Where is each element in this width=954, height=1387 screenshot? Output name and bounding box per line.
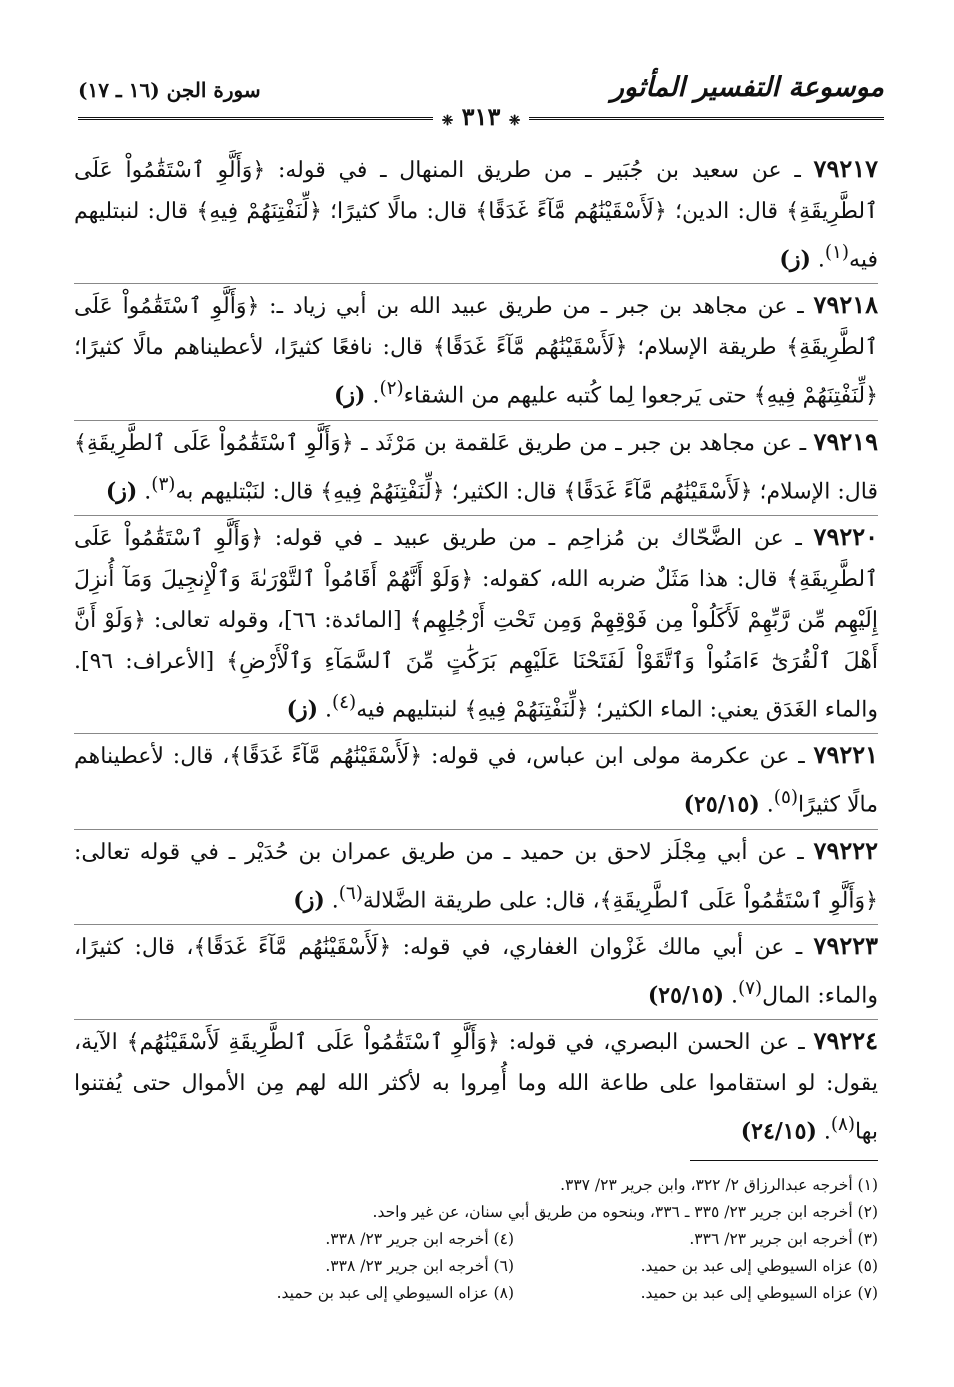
entry-number: ٧٩٢٢٠: [813, 521, 878, 551]
footnote-4: (٤) أخرجه ابن جرير ٢٣/ ٣٣٨.: [325, 1230, 514, 1248]
footnote-ref: (٤): [332, 691, 357, 713]
source-tag: (ز): [105, 477, 138, 504]
entry-number: ٧٩٢٢١: [813, 740, 878, 770]
entry-text: ـ عن أبي مالك غَزْوان الغفاري، في قوله: ﴿لَأَسْقَيْنَٰهُم مَّآءً غَدَقًا﴾، قال: كثيرًا، والماء: المال: [74, 934, 878, 1009]
book-title: موسوعة التفسير المأثور: [610, 72, 884, 103]
footnote-8: (٨) عزاه السيوطي إلى عبد بن حميد.: [276, 1284, 514, 1302]
header-rule-left: [78, 117, 433, 120]
footnote-separator: [690, 1160, 878, 1161]
entry-79218: ٧٩٢١٨ ـ عن مجاهد بن جبر ـ من طريق عبيد الله بن أبي زياد ـ: ﴿وَأَلَّوِ ٱسْتَقَٰمُواْ عَلَى ٱلطَّرِيقَةِ﴾ طريقة الإسلام؛ ﴿لَأَسْقَيْنَٰهُم مَّآءً غَدَقًا﴾ قال: نافعًا كثيرًا، لأعطيناهم مالًا كثيرًا؛ ﴿لِّنَفْتِنَهُمْ فِيهِ﴾ حتى يَرجعوا لِما كُتبه عليهم من الشقاء$^{(٢)}$. (ز): [74, 284, 878, 420]
footnote-ref: (٢): [379, 378, 404, 400]
page-number: [438, 102, 524, 131]
footnote-3: (٣) أخرجه ابن جرير ٢٣/ ٣٣٦.: [689, 1230, 878, 1248]
source-tag: (٢٤/١٥): [740, 1118, 817, 1145]
footnote-grid: [150, 1226, 878, 1307]
entry-79221: ٧٩٢٢١ ـ عن عكرمة مولى ابن عباس، في قوله: ﴿لَأَسْقَيْنَٰهُم مَّآءً غَدَقًا﴾، قال: لأعطيناهم مالًا كثيرًا$^{(٥)}$. (٢٥/١٥): [74, 734, 878, 829]
entry-number: ٧٩٢٢٣: [813, 930, 878, 960]
entry-79223: ٧٩٢٢٣ ـ عن أبي مالك غَزْوان الغفاري، في قوله: ﴿لَأَسْقَيْنَٰهُم مَّآءً غَدَقًا﴾، قال: كثيرًا، والماء: المال$^{(٧)}$. (٢٥/١٥): [74, 925, 878, 1020]
entry-number: ٧٩٢١٩: [813, 426, 878, 456]
footnote-ref: (٧): [737, 977, 763, 999]
main-text: [74, 148, 878, 1156]
entry-79217: ٧٩٢١٧ ـ عن سعيد بن جُبَير ـ من طريق المنهال ـ في قوله: ﴿وَأَلَّوِ ٱسْتَقَٰمُواْ عَلَى ٱلطَّرِيقَةِ﴾ قال: الدين؛ ﴿لَأَسْقَيْنَٰهُم مَّآءً غَدَقًا﴾ قال: مالًا كثيرًا؛ ﴿لِّنَفْتِنَهُمْ فِيهِ﴾ قال: لنبتليهم فيه$^{(١)}$. (ز): [74, 148, 878, 284]
header-rule-right: [529, 117, 884, 120]
source-tag: (٢٥/١٥): [683, 791, 760, 818]
ornament-icon: ❈: [508, 113, 521, 129]
footnote-7: (٧) عزاه السيوطي إلى عبد بن حميد.: [640, 1284, 878, 1302]
footnote-5: (٥) عزاه السيوطي إلى عبد بن حميد.: [640, 1257, 878, 1275]
footnote-ref: (٥): [773, 787, 798, 809]
entry-number: ٧٩٢١٨: [813, 290, 878, 320]
page-number-value: ٣١٣: [461, 102, 501, 131]
page-number-row: [78, 102, 884, 131]
entry-79219: ٧٩٢١٩ ـ عن مجاهد بن جبر ـ من طريق عَلقمة بن مَرْثَد ـ ﴿وَأَلَّوِ ٱسْتَقَٰمُواْ عَلَى ٱلطَّرِيقَةِ﴾ قال: الإسلام؛ ﴿لَأَسْقَيْنَٰهُم مَّآءً غَدَقًا﴾ قال: الكثير؛ ﴿لِّنَفْتِنَهُمْ فِيهِ﴾ قال: لنَبْتليهم به$^{(٣)}$. (ز): [74, 421, 878, 516]
footnote-ref: (٣): [151, 473, 176, 495]
entry-79224: ٧٩٢٢٤ ـ عن الحسن البصري، في قوله: ﴿وَأَلَّوِ ٱسْتَقَٰمُواْ عَلَى ٱلطَّرِيقَةِ لَأَسْقَيْنَٰهُم﴾ الآية، يقول: لو استقاموا على طاعة الله وما أُمِروا به لأكثر الله لهم مِن الأموال حتى يُفتنوا بها$^{(٨)}$. (٢٤/١٥): [74, 1026, 878, 1145]
surah-title: سورة الجن (١٦ ـ ١٧): [78, 78, 261, 102]
source-tag: (٢٥/١٥): [647, 982, 724, 1009]
ornament-icon: ❈: [441, 113, 454, 129]
footnote-2: (٢) أخرجه ابن جرير ٢٣/ ٣٣٥ ـ ٣٣٦، وبنحوه من طريق أبي سنان، عن غير واحد.: [372, 1203, 878, 1221]
entry-79222: ٧٩٢٢٢ ـ عن أبي مِجْلَز لاحق بن حميد ـ من طريق عمران بن حُدَيْر ـ في قوله تعالى: ﴿وَأَلَّوِ ٱسْتَقَٰمُواْ عَلَى ٱلطَّرِيقَةِ﴾، قال: على طريقة الضَّلالة$^{(٦)}$. (ز): [74, 830, 878, 925]
entry-number: ٧٩٢٢٤: [813, 1026, 878, 1056]
entry-text: ـ عن عكرمة مولى ابن عباس، في قوله: ﴿لَأَسْقَيْنَٰهُم مَّآءً غَدَقًا﴾، قال: لأعطيناهم مالًا كثيرًا: [74, 744, 878, 818]
entry-text: ـ عن الضَّحّاك بن مُزاحِم ـ من طريق عبيد ـ في قوله: ﴿وَأَلَّوِ ٱسْتَقَٰمُواْ عَلَى ٱلطَّرِيقَةِ﴾ قال: هذا مَثَلٌ ضربه الله، كقوله: ﴿وَلَوْ أَنَّهُمْ أَقَامُواْ ٱلتَّوْرَىٰةَ وَٱلْإِنجِيلَ وَمَآ أُنزِلَ إِلَيْهِم مِّن رَّبِّهِمْ لَأَكَلُواْ مِن فَوْقِهِمْ وَمِن تَحْتِ أَرْجُلِهِم﴾ [المائدة: ٦٦]، وقوله تعالى: ﴿وَلَوْ أَنَّ أَهْلَ ٱلْقُرَىٰٓ ءَامَنُواْ وَٱتَّقَوْاْ لَفَتَحْنَا عَلَيْهِم بَرَكَٰتٍ مِّنَ ٱلسَّمَآءِ وَٱلْأَرْضِ﴾ [الأعراف: ٩٦]. والماء الغَدَق يعني: الماء الكثير؛ ﴿لِّنَفْتِنَهُمْ فِيهِ﴾ لنبتليهم فيه: [74, 525, 878, 723]
source-tag: (ز): [286, 696, 319, 723]
page-header: [78, 72, 884, 132]
footnote-6: (٦) أخرجه ابن جرير ٢٣/ ٣٣٨.: [325, 1257, 514, 1275]
footnotes: [150, 1172, 878, 1307]
footnote-ref: (٦): [338, 882, 363, 904]
entry-text: ـ عن مجاهد بن جبر ـ من طريق عَلقمة بن مَرْثَد ـ ﴿وَأَلَّوِ ٱسْتَقَٰمُواْ عَلَى ٱلطَّرِيقَةِ﴾ قال: الإسلام؛ ﴿لَأَسْقَيْنَٰهُم مَّآءً غَدَقًا﴾ قال: الكثير؛ ﴿لِّنَفْتِنَهُمْ فِيهِ﴾ قال: لنَبْتليهم به: [74, 430, 878, 504]
source-tag: (ز): [333, 382, 366, 409]
entry-79220: ٧٩٢٢٠ ـ عن الضَّحّاك بن مُزاحِم ـ من طريق عبيد ـ في قوله: ﴿وَأَلَّوِ ٱسْتَقَٰمُواْ عَلَى ٱلطَّرِيقَةِ﴾ قال: هذا مَثَلٌ ضربه الله، كقوله: ﴿وَلَوْ أَنَّهُمْ أَقَامُواْ ٱلتَّوْرَىٰةَ وَٱلْإِنجِيلَ وَمَآ أُنزِلَ إِلَيْهِم مِّن رَّبِّهِمْ لَأَكَلُواْ مِن فَوْقِهِمْ وَمِن تَحْتِ أَرْجُلِهِم﴾ [المائدة: ٦٦]، وقوله تعالى: ﴿وَلَوْ أَنَّ أَهْلَ ٱلْقُرَىٰٓ ءَامَنُواْ وَٱتَّقَوْاْ لَفَتَحْنَا عَلَيْهِم بَرَكَٰتٍ مِّنَ ٱلسَّمَآءِ وَٱلْأَرْضِ﴾ [الأعراف: ٩٦]. والماء الغَدَق يعني: الماء الكثير؛ ﴿لِّنَفْتِنَهُمْ فِيهِ﴾ لنبتليهم فيه$^{(٤)}$. (ز): [74, 516, 878, 734]
source-tag: (ز): [293, 886, 325, 913]
footnote-1: (١) أخرجه عبدالرزاق ٢/ ٣٢٢، وابن جرير ٢٣/ ٣٣٧.: [560, 1176, 878, 1194]
footnote-ref: (١): [824, 242, 850, 263]
entry-text: ـ عن الحسن البصري، في قوله: ﴿وَأَلَّوِ ٱسْتَقَٰمُواْ عَلَى ٱلطَّرِيقَةِ لَأَسْقَيْنَٰهُم﴾ الآية، يقول: لو استقاموا على طاعة الله وما أُمِروا به لأكثر الله لهم مِن الأموال حتى يُفتنوا بها: [74, 1030, 878, 1145]
source-tag: (ز): [779, 246, 811, 273]
entry-text: ـ عن مجاهد بن جبر ـ من طريق عبيد الله بن أبي زياد ـ: ﴿وَأَلَّوِ ٱسْتَقَٰمُواْ عَلَى ٱلطَّرِيقَةِ﴾ طريقة الإسلام؛ ﴿لَأَسْقَيْنَٰهُم مَّآءً غَدَقًا﴾ قال: نافعًا كثيرًا، لأعطيناهم مالًا كثيرًا؛ ﴿لِّنَفْتِنَهُمْ فِيهِ﴾ حتى يَرجعوا لِما كُتبه عليهم من الشقاء: [74, 294, 878, 409]
entry-text: ـ عن سعيد بن جُبَير ـ من طريق المنهال ـ في قوله: ﴿وَأَلَّوِ ٱسْتَقَٰمُواْ عَلَى ٱلطَّرِيقَةِ﴾ قال: الدين؛ ﴿لَأَسْقَيْنَٰهُم مَّآءً غَدَقًا﴾ قال: مالًا كثيرًا؛ ﴿لِّنَفْتِنَهُمْ فِيهِ﴾ قال: لنبتليهم فيه: [74, 158, 878, 273]
entry-number: ٧٩٢٢٢: [813, 835, 878, 865]
entry-number: ٧٩٢١٧: [813, 154, 878, 183]
entry-text: ـ عن أبي مِجْلَز لاحق بن حميد ـ من طريق عمران بن حُدَيْر ـ في قوله تعالى: ﴿وَأَلَّوِ ٱسْتَقَٰمُواْ عَلَى ٱلطَّرِيقَةِ﴾، قال: على طريقة الضَّلالة: [74, 839, 878, 913]
footnote-ref: (٨): [830, 1114, 856, 1136]
